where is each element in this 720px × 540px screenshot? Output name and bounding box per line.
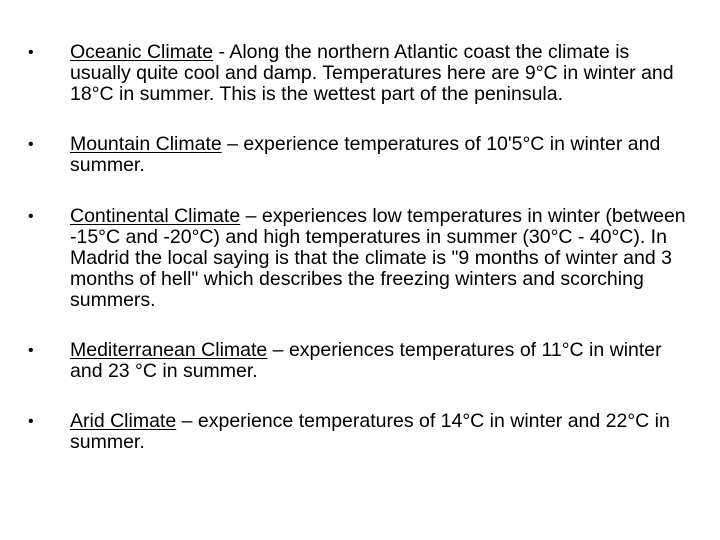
- description-mountain-climate: – experience temperatures of 10'5°C in winter and summer.: [70, 133, 661, 176]
- description-oceanic-climate: - Along the northern Atlantic coast the climate is usually quite cool and damp. Temperatures here are 9°C in winter and 18°C in summer. This is the wettest part of the peninsula.: [70, 41, 674, 105]
- bullet-item-arid: [28, 411, 688, 453]
- bullet-item-mountain: [28, 134, 688, 176]
- term-mountain-climate: Mountain Climate: [70, 133, 222, 155]
- bullet-icon: •: [28, 342, 34, 359]
- bullet-icon: •: [28, 208, 34, 225]
- term-mediterranean-climate: Mediterranean Climate: [70, 339, 268, 361]
- bullet-item-mediterranean: [28, 340, 688, 382]
- bullet-icon: •: [28, 413, 34, 430]
- term-arid-climate: Arid Climate: [70, 410, 177, 432]
- bullet-icon: •: [28, 44, 34, 61]
- climate-bullet-list: [28, 42, 688, 482]
- description-arid-climate: – experience temperatures of 14°C in winter and 22°C in summer.: [70, 410, 670, 453]
- term-oceanic-climate: Oceanic Climate: [70, 41, 214, 63]
- description-continental-climate: – experiences low temperatures in winter (between -15°C and -20°C) and high temperatures in summer (30°C - 40°C). In Madrid the local saying is that the climate is "9 months of winter and 3 months of hell" which describes the freezing winters and scorching summers.: [70, 205, 686, 311]
- bullet-item-continental: [28, 206, 688, 311]
- description-mediterranean-climate: – experiences temperatures of 11°C in winter and 23 °C in summer.: [70, 339, 662, 382]
- bullet-item-oceanic: [28, 42, 688, 105]
- bullet-icon: •: [28, 136, 34, 153]
- term-continental-climate: Continental Climate: [70, 205, 241, 227]
